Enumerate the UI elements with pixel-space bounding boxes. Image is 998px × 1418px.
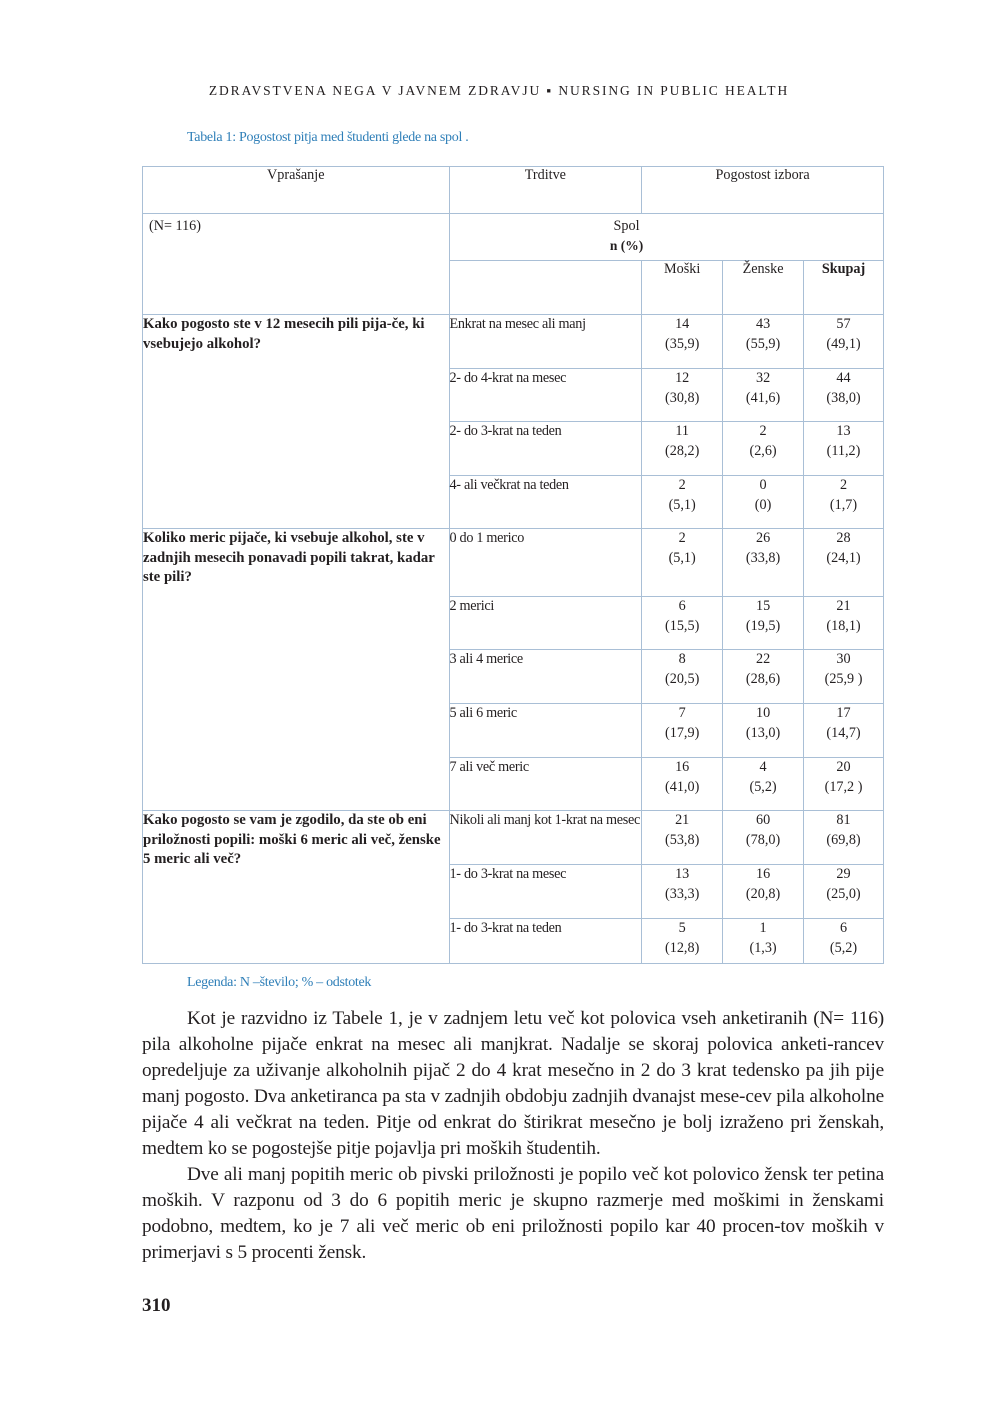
header-empty <box>449 261 642 315</box>
table-row <box>143 315 884 369</box>
count-value: 13 <box>836 423 851 439</box>
total-cell <box>804 650 884 704</box>
count-value: 1 <box>759 920 767 936</box>
count-value: 7 <box>678 705 686 721</box>
count-value: 60 <box>755 812 771 828</box>
female-cell <box>723 865 804 919</box>
male-cell <box>642 650 723 704</box>
question-cell: Koliko meric pijače, ki vsebuje alkohol, ste v zadnjih mesecih ponavadi popili takrat, kadar ste pili? <box>143 529 450 811</box>
percent-value: (35,9) <box>665 335 700 352</box>
percent-value: (38,0) <box>826 389 861 406</box>
count-value: 13 <box>675 866 690 882</box>
count-value: 57 <box>836 316 851 332</box>
statement-cell: 4- ali večkrat na teden <box>449 476 642 529</box>
percent-value: (2,6) <box>749 442 777 459</box>
percent-value: (49,1) <box>826 335 861 352</box>
body-text <box>142 1006 884 1266</box>
count-value: 6 <box>839 920 848 936</box>
percent-value: (41,6) <box>745 389 781 406</box>
header-zenske: Ženske <box>723 261 804 315</box>
percent-value: (55,9) <box>745 335 781 352</box>
female-cell <box>723 919 804 964</box>
count-value: 5 <box>678 920 686 936</box>
percent-value: (33,8) <box>745 549 781 566</box>
count-value: 30 <box>836 651 851 667</box>
total-cell <box>804 758 884 811</box>
percent-value: (41,0) <box>665 778 700 795</box>
header-skupaj: Skupaj <box>804 261 884 315</box>
percent-value: (12,8) <box>665 939 700 956</box>
female-cell <box>723 758 804 811</box>
spol-label: Spol <box>613 218 640 234</box>
statement-cell: 7 ali več meric <box>449 758 642 811</box>
count-value: 0 <box>759 477 767 493</box>
count-value: 26 <box>755 530 771 546</box>
count-value: 17 <box>836 705 851 721</box>
count-value: 43 <box>755 316 771 332</box>
count-value: 21 <box>836 598 851 614</box>
total-cell <box>804 597 884 650</box>
percent-value: (0) <box>754 496 772 513</box>
count-value: 2 <box>759 423 767 439</box>
count-value: 6 <box>678 598 686 614</box>
question-cell: Kako pogosto se vam je zgodilo, da ste ob eni priložnosti popili: moški 6 meric ali več, ženske 5 meric ali več? <box>143 811 450 964</box>
statement-cell: 0 do 1 merico <box>449 529 642 597</box>
count-value: 28 <box>836 530 851 546</box>
percent-value: (1,7) <box>829 496 858 513</box>
percent-value: (53,8) <box>665 831 700 848</box>
total-cell <box>804 315 884 369</box>
count-value: 81 <box>836 812 851 828</box>
n-pct-label: n (%) <box>609 238 644 253</box>
male-cell <box>642 529 723 597</box>
statement-cell: 3 ali 4 merice <box>449 650 642 704</box>
male-cell <box>642 704 723 758</box>
percent-value: (33,3) <box>665 885 700 902</box>
male-cell <box>642 422 723 476</box>
percent-value: (19,5) <box>745 617 781 634</box>
count-value: 12 <box>675 370 690 386</box>
frequency-table <box>142 166 884 964</box>
count-value: 32 <box>755 370 771 386</box>
female-cell <box>723 597 804 650</box>
question-cell: Kako pogosto ste v 12 mesecih pili pija-če, ki vsebujejo alkohol? <box>143 315 450 529</box>
percent-value: (17,2 ) <box>824 778 863 795</box>
count-value: 16 <box>675 759 690 775</box>
statement-cell: Enkrat na mesec ali manj <box>449 315 642 369</box>
percent-value: (14,7) <box>826 724 861 741</box>
header-n: (N= 116) <box>143 214 450 315</box>
female-cell <box>723 704 804 758</box>
header-vprasanje: Vprašanje <box>143 167 450 214</box>
statement-cell: 2- do 4-krat na mesec <box>449 369 642 422</box>
percent-value: (11,2) <box>826 442 861 459</box>
count-value: 8 <box>678 651 686 667</box>
header-spol <box>449 214 804 261</box>
statement-cell: Nikoli ali manj kot 1-krat na mesec <box>449 811 642 865</box>
percent-value: (5,2) <box>749 778 777 795</box>
male-cell <box>642 315 723 369</box>
female-cell <box>723 650 804 704</box>
table-row <box>143 529 884 597</box>
percent-value: (25,9 ) <box>824 670 863 687</box>
percent-value: (28,2) <box>665 442 700 459</box>
count-value: 20 <box>836 759 851 775</box>
female-cell <box>723 811 804 865</box>
count-value: 2 <box>678 477 686 493</box>
male-cell <box>642 476 723 529</box>
header-trditve: Trditve <box>449 167 642 214</box>
female-cell <box>723 315 804 369</box>
male-cell <box>642 811 723 865</box>
percent-value: (15,5) <box>665 617 700 634</box>
count-value: 15 <box>755 598 771 614</box>
header-moski: Moški <box>642 261 723 315</box>
statement-cell: 2 merici <box>449 597 642 650</box>
female-cell <box>723 529 804 597</box>
count-value: 10 <box>755 705 771 721</box>
statement-cell: 5 ali 6 meric <box>449 704 642 758</box>
count-value: 14 <box>675 316 690 332</box>
paragraph: Kot je razvidno iz Tabele 1, je v zadnjem letu več kot polovica vseh anketiranih (N= 116) pila alkoholne pijače enkrat na mesec ali manjkrat. Nadalje se skoraj polovica anketi-rancev opredeljuje za uživanje alkoholnih pijač 2 do 4 krat mesečno in 2 do 3 krat tedensko pa jih pije manj pogosto. Dva anketiranca pa sta v zadnjih obdobju zadnjih dvanajst mese-cev pila alkoholne pijače 4 ali večkrat na teden. Pitje od enkrat do štirikrat mesečno je bolj izraženo pri ženskah, medtem ko se pogostejše pitje pojavlja pri moških študentih. <box>142 1008 884 1159</box>
percent-value: (20,5) <box>665 670 700 687</box>
male-cell <box>642 919 723 964</box>
percent-value: (20,8) <box>745 885 781 902</box>
table-caption: Tabela 1: Pogostost pitja med študenti glede na spol . <box>187 130 469 145</box>
male-cell <box>642 758 723 811</box>
percent-value: (1,3) <box>749 939 777 956</box>
total-cell <box>804 811 884 865</box>
female-cell <box>723 369 804 422</box>
total-cell <box>804 865 884 919</box>
statement-cell: 1- do 3-krat na teden <box>449 919 642 964</box>
female-cell <box>723 476 804 529</box>
male-cell <box>642 597 723 650</box>
count-value: 4 <box>759 759 767 775</box>
count-value: 21 <box>675 812 690 828</box>
table-legend: Legenda: N –število; % – odstotek <box>187 975 372 990</box>
count-value: 2 <box>678 530 686 546</box>
count-value: 11 <box>675 423 689 439</box>
running-header: ZDRAVSTVENA NEGA V JAVNEM ZDRAVJU ▪ NURSING IN PUBLIC HEALTH <box>208 83 790 98</box>
count-value: 2 <box>839 477 848 493</box>
total-cell <box>804 476 884 529</box>
count-value: 22 <box>755 651 771 667</box>
statement-cell: 1- do 3-krat na mesec <box>449 865 642 919</box>
percent-value: (25,0) <box>826 885 861 902</box>
total-cell <box>804 919 884 964</box>
percent-value: (13,0) <box>745 724 781 741</box>
percent-value: (24,1) <box>826 549 861 566</box>
female-cell <box>723 422 804 476</box>
statement-cell: 2- do 3-krat na teden <box>449 422 642 476</box>
percent-value: (18,1) <box>826 617 861 634</box>
male-cell <box>642 865 723 919</box>
count-value: 29 <box>836 866 851 882</box>
male-cell <box>642 369 723 422</box>
percent-value: (17,9) <box>665 724 700 741</box>
paragraph: Dve ali manj popitih meric ob pivski priložnosti je popilo več kot polovico žensk ter petina moških. V razponu od 3 do 6 popitih meric je skupno razmerje med moškimi in ženskami podobno, medtem, ko je 7 ali več meric ob eni priložnosti popilo kar 40 procen-tov moških v primerjavi s 5 procenti žensk. <box>142 1164 884 1263</box>
percent-value: (5,1) <box>668 496 696 513</box>
table-row <box>143 811 884 865</box>
total-cell <box>804 704 884 758</box>
header-pogostost: Pogostost izbora <box>642 167 884 214</box>
percent-value: (28,6) <box>745 670 781 687</box>
count-value: 16 <box>755 866 771 882</box>
total-cell <box>804 422 884 476</box>
percent-value: (5,1) <box>668 549 696 566</box>
page-number: 310 <box>142 1295 171 1316</box>
percent-value: (69,8) <box>826 831 861 848</box>
count-value: 44 <box>836 370 851 386</box>
percent-value: (5,2) <box>829 939 858 956</box>
total-cell <box>804 529 884 597</box>
total-cell <box>804 369 884 422</box>
percent-value: (78,0) <box>745 831 781 848</box>
percent-value: (30,8) <box>665 389 700 406</box>
